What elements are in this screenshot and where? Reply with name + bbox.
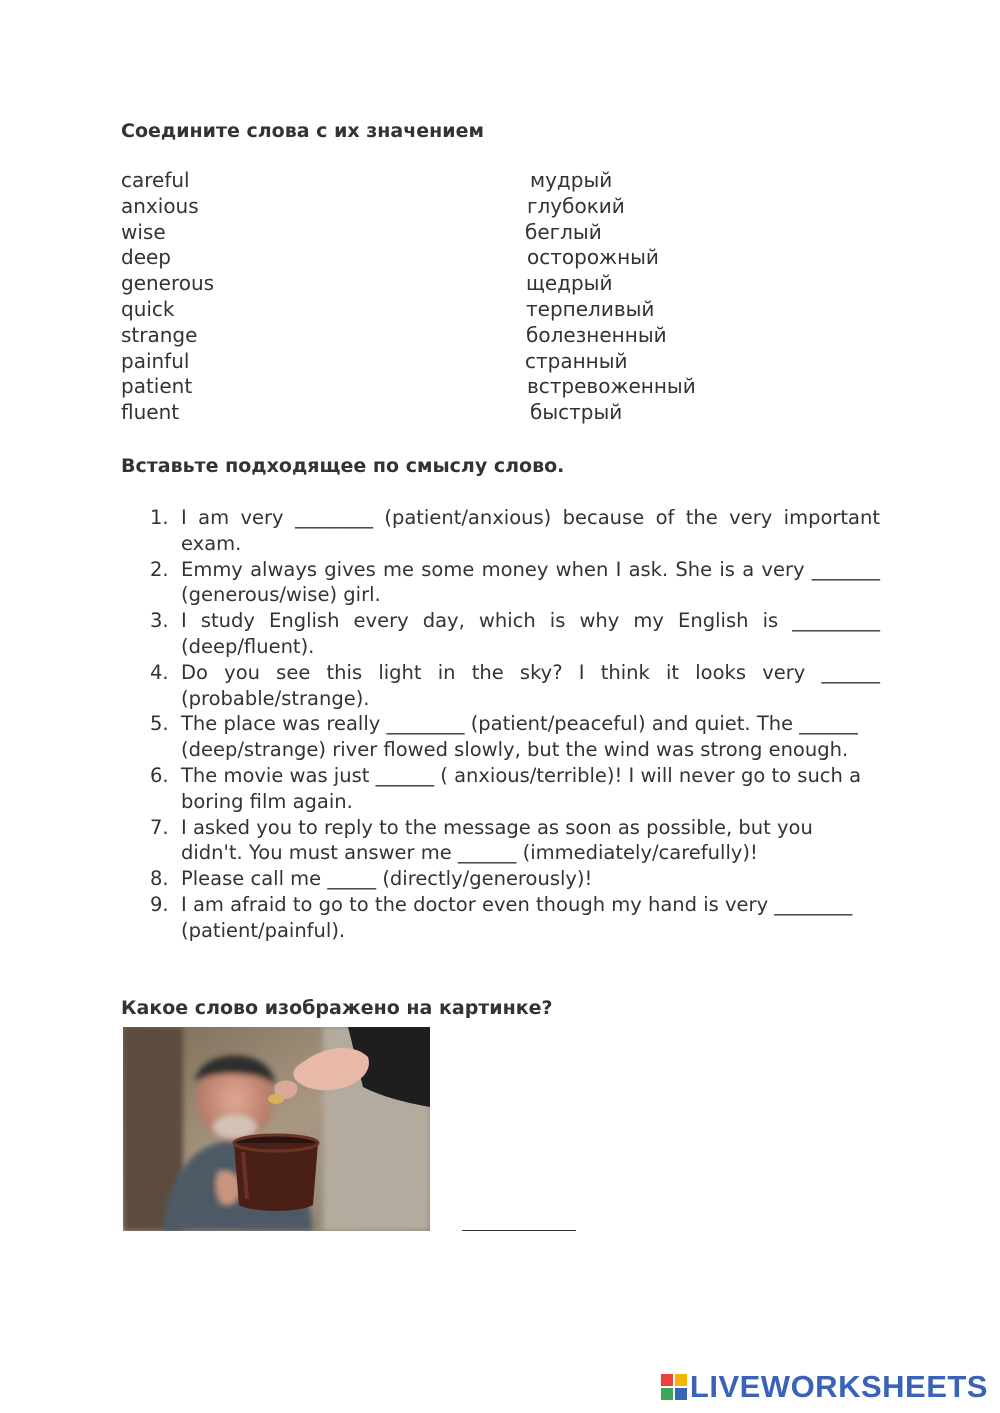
list-item — [150, 866, 880, 892]
list-item — [150, 608, 880, 660]
item-text[interactable]: The movie was just ______ ( anxious/terrible)! I will never go to such a boring film again. — [181, 763, 862, 813]
russian-word[interactable]: глубокий — [527, 193, 625, 218]
brand-text: LIVEWORKSHEETS — [689, 1369, 988, 1404]
item-number: 9. — [150, 892, 169, 916]
english-word[interactable]: painful — [121, 348, 190, 373]
english-word[interactable]: anxious — [121, 193, 199, 218]
russian-word[interactable]: беглый — [525, 219, 602, 244]
list-item — [150, 660, 880, 712]
english-word[interactable]: quick — [121, 296, 175, 321]
english-word[interactable]: fluent — [121, 400, 180, 425]
russian-word[interactable]: мудрый — [530, 168, 613, 192]
list-item — [150, 815, 880, 867]
item-text[interactable]: Emmy always gives me some money when I ask. She is a very _______ (generous/wise) girl. — [181, 557, 880, 607]
english-word-list — [121, 168, 214, 426]
english-word[interactable]: strange — [121, 322, 198, 347]
item-number: 7. — [150, 815, 169, 839]
list-item — [150, 557, 880, 609]
item-number: 6. — [150, 763, 169, 787]
item-text[interactable]: I am afraid to go to the doctor even though my hand is very ________ (patient/painful). — [181, 892, 853, 942]
russian-word[interactable]: осторожный — [527, 245, 659, 270]
item-text[interactable]: Please call me _____ (directly/generously)! — [181, 867, 593, 891]
item-text[interactable]: I study English every day, which is why my English is _________ (deep/fluent). — [181, 609, 880, 658]
section-heading-fill: Вставьте подходящее по смыслу слово. — [121, 455, 565, 477]
russian-word[interactable]: встревоженный — [527, 374, 696, 399]
english-word[interactable]: wise — [121, 219, 166, 244]
english-word[interactable]: generous — [121, 271, 215, 296]
section-heading-match: Соедините слова с их значением — [121, 120, 485, 142]
item-number: 1. — [150, 506, 169, 529]
russian-word[interactable]: странный — [525, 348, 628, 373]
list-item — [150, 763, 880, 815]
section-heading-picture: Какое слово изображено на картинке? — [121, 997, 553, 1019]
brand-logo — [661, 1369, 988, 1405]
russian-word[interactable]: щедрый — [526, 271, 613, 296]
picture-answer-field[interactable] — [462, 1230, 576, 1231]
item-text[interactable]: The place was really ________ (patient/peaceful) and quiet. The ______ (deep/strange) river flowed slowly, but the wind was strong enough. — [181, 712, 858, 762]
russian-word[interactable]: болезненный — [526, 322, 667, 347]
item-number: 3. — [150, 609, 169, 633]
giving-coin-photo — [123, 1027, 430, 1231]
list-item — [150, 892, 880, 944]
list-item — [150, 711, 880, 763]
item-number: 8. — [150, 867, 169, 891]
english-word[interactable]: patient — [121, 374, 193, 399]
item-text[interactable]: Do you see this light in the sky? I think it looks very ______ (probable/strange). — [181, 660, 880, 710]
item-number: 2. — [150, 557, 169, 581]
english-word[interactable]: careful — [121, 168, 190, 192]
russian-word-list — [525, 168, 696, 426]
item-number: 5. — [150, 712, 169, 736]
item-text[interactable]: I asked you to reply to the message as soon as possible, but you didn't. You must answer me ______ (immediately/carefully)! — [181, 815, 813, 865]
item-number: 4. — [150, 660, 169, 684]
english-word[interactable]: deep — [121, 245, 171, 270]
liveworksheets-logo-icon — [661, 1374, 687, 1400]
fill-in-list — [150, 505, 880, 944]
russian-word[interactable]: терпеливый — [526, 296, 655, 321]
russian-word[interactable]: быстрый — [530, 400, 623, 425]
list-item — [150, 505, 880, 557]
item-text[interactable]: I am very ________ (patient/anxious) because of the very important exam. — [181, 506, 880, 555]
